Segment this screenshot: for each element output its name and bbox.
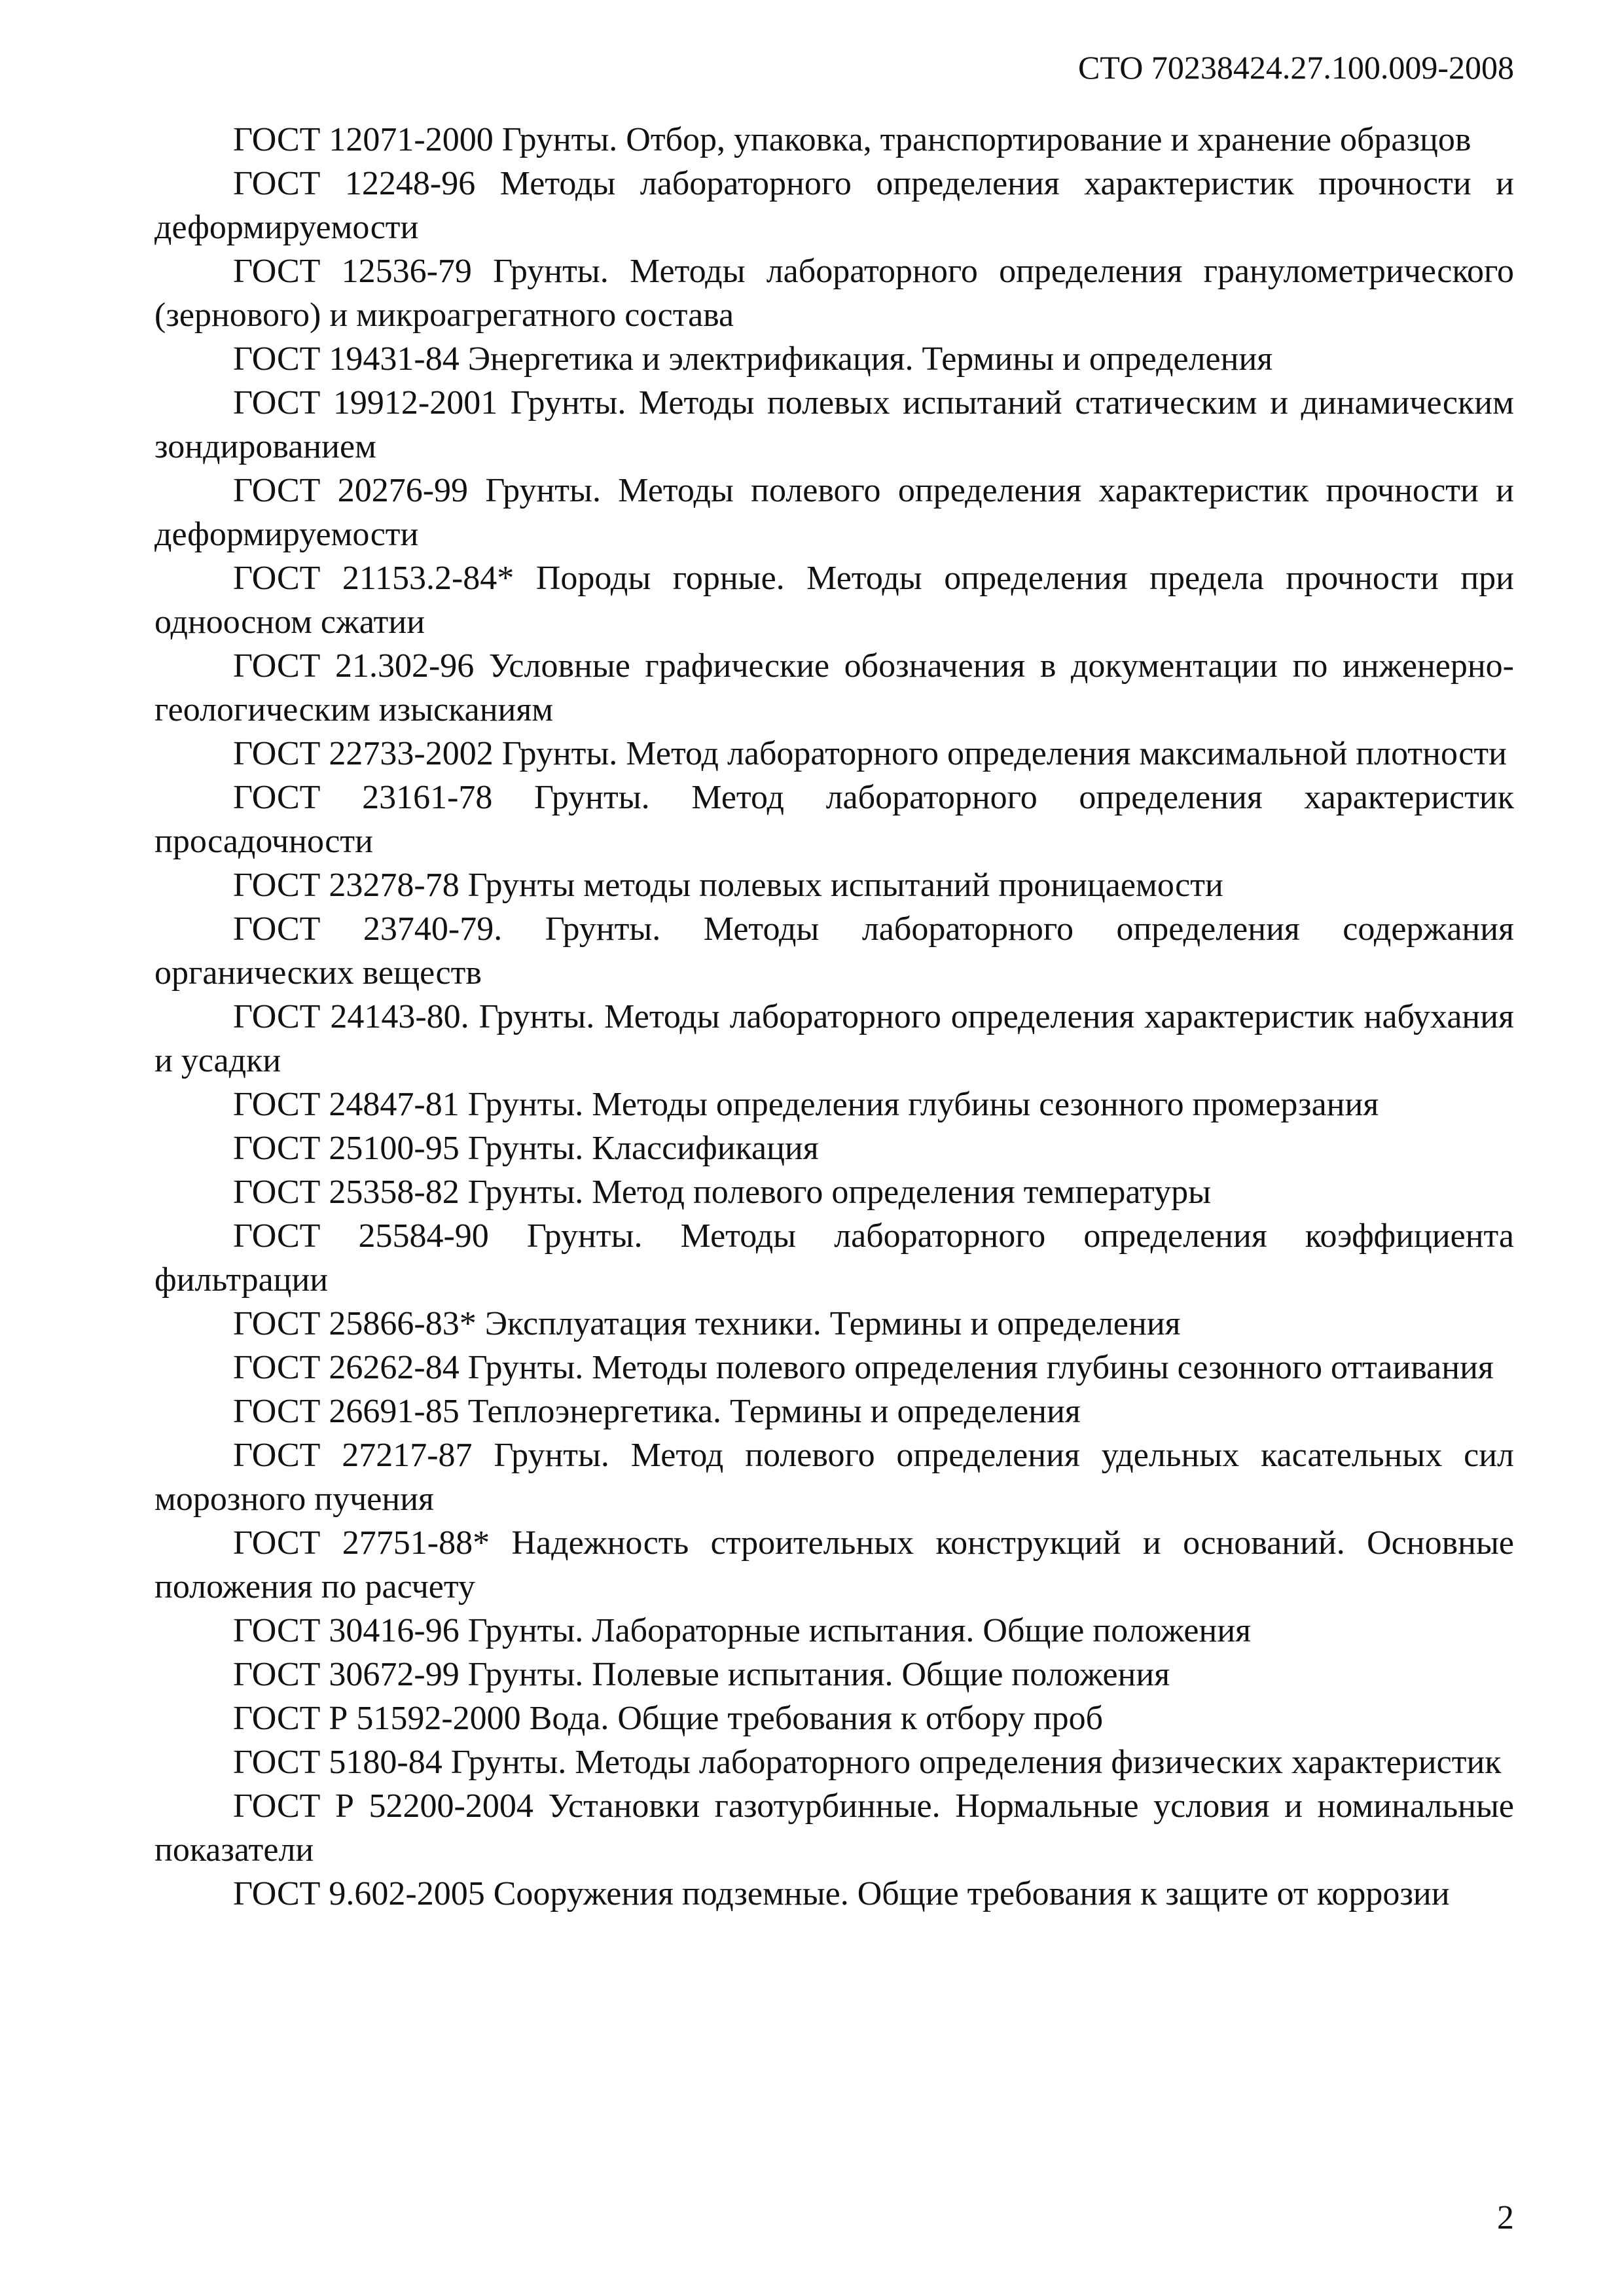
reference-item: ГОСТ 30672-99 Грунты. Полевые испытания. Общие положения [233, 1656, 1170, 1693]
reference-item: ГОСТ 24143-80. Грунты. Методы лабораторного определения характеристик набухания и усадки [154, 998, 1514, 1079]
standards-reference-list [154, 118, 1514, 1916]
reference-item: ГОСТ 25100-95 Грунты. Классификация [233, 1130, 819, 1167]
reference-item: ГОСТ 27217-87 Грунты. Метод полевого определения удельных касательных сил морозного пучения [154, 1437, 1514, 1518]
reference-item: ГОСТ 21153.2-84* Породы горные. Методы определения предела прочности при одноосном сжатии [154, 560, 1514, 641]
reference-item: ГОСТ 23278-78 Грунты методы полевых испытаний проницаемости [233, 867, 1223, 904]
page-number: 2 [1497, 2199, 1514, 2236]
reference-item: ГОСТ 30416-96 Грунты. Лабораторные испытания. Общие положения [233, 1612, 1252, 1649]
reference-item: ГОСТ Р 52200-2004 Установки газотурбинные. Нормальные условия и номинальные показатели [154, 1787, 1514, 1869]
reference-item: ГОСТ 22733-2002 Грунты. Метод лабораторного определения максимальной плотности [233, 735, 1507, 772]
reference-item: ГОСТ 27751-88* Надежность строительных конструкций и оснований. Основные положения по расчету [154, 1524, 1514, 1605]
reference-item: ГОСТ 23161-78 Грунты. Метод лабораторного определения характеристик просадочности [154, 779, 1514, 860]
reference-item: ГОСТ 23740-79. Грунты. Методы лабораторного определения содержания органических веществ [154, 910, 1514, 992]
reference-item: ГОСТ 25584-90 Грунты. Методы лабораторного определения коэффициента фильтрации [154, 1217, 1514, 1299]
reference-item: ГОСТ 26262-84 Грунты. Методы полевого определения глубины сезонного оттаивания [233, 1349, 1494, 1386]
reference-item: ГОСТ 19912-2001 Грунты. Методы полевых испытаний статическим и динамическим зондированием [154, 384, 1514, 465]
reference-item: ГОСТ 21.302-96 Условные графические обозначения в документации по инженерно-геологическим изысканиям [154, 647, 1514, 728]
reference-item: ГОСТ 12071-2000 Грунты. Отбор, упаковка, транспортирование и хранение образцов [233, 121, 1471, 158]
reference-item: ГОСТ 25866-83* Эксплуатация техники. Термины и определения [233, 1305, 1181, 1342]
reference-item: ГОСТ 26691-85 Теплоэнергетика. Термины и определения [233, 1393, 1081, 1430]
reference-item: ГОСТ 24847-81 Грунты. Методы определения глубины сезонного промерзания [233, 1086, 1379, 1123]
reference-item: ГОСТ Р 51592-2000 Вода. Общие требования к отбору проб [233, 1700, 1104, 1737]
reference-item: ГОСТ 20276-99 Грунты. Методы полевого определения характеристик прочности и деформируемости [154, 472, 1514, 553]
reference-item: ГОСТ 12536-79 Грунты. Методы лабораторного определения гранулометрического (зернового) и микроагрегатного состава [154, 253, 1514, 334]
document-code-header: СТО 70238424.27.100.009-2008 [1078, 49, 1514, 86]
reference-item: ГОСТ 9.602-2005 Сооружения подземные. Общие требования к защите от коррозии [233, 1875, 1450, 1912]
reference-item: ГОСТ 19431-84 Энергетика и электрификация. Термины и определения [233, 340, 1273, 378]
reference-item: ГОСТ 5180-84 Грунты. Методы лабораторного определения физических характеристик [233, 1744, 1502, 1781]
reference-item: ГОСТ 12248-96 Методы лабораторного определения характеристик прочности и деформируемости [154, 165, 1514, 246]
reference-item: ГОСТ 25358-82 Грунты. Метод полевого определения температуры [233, 1174, 1212, 1211]
